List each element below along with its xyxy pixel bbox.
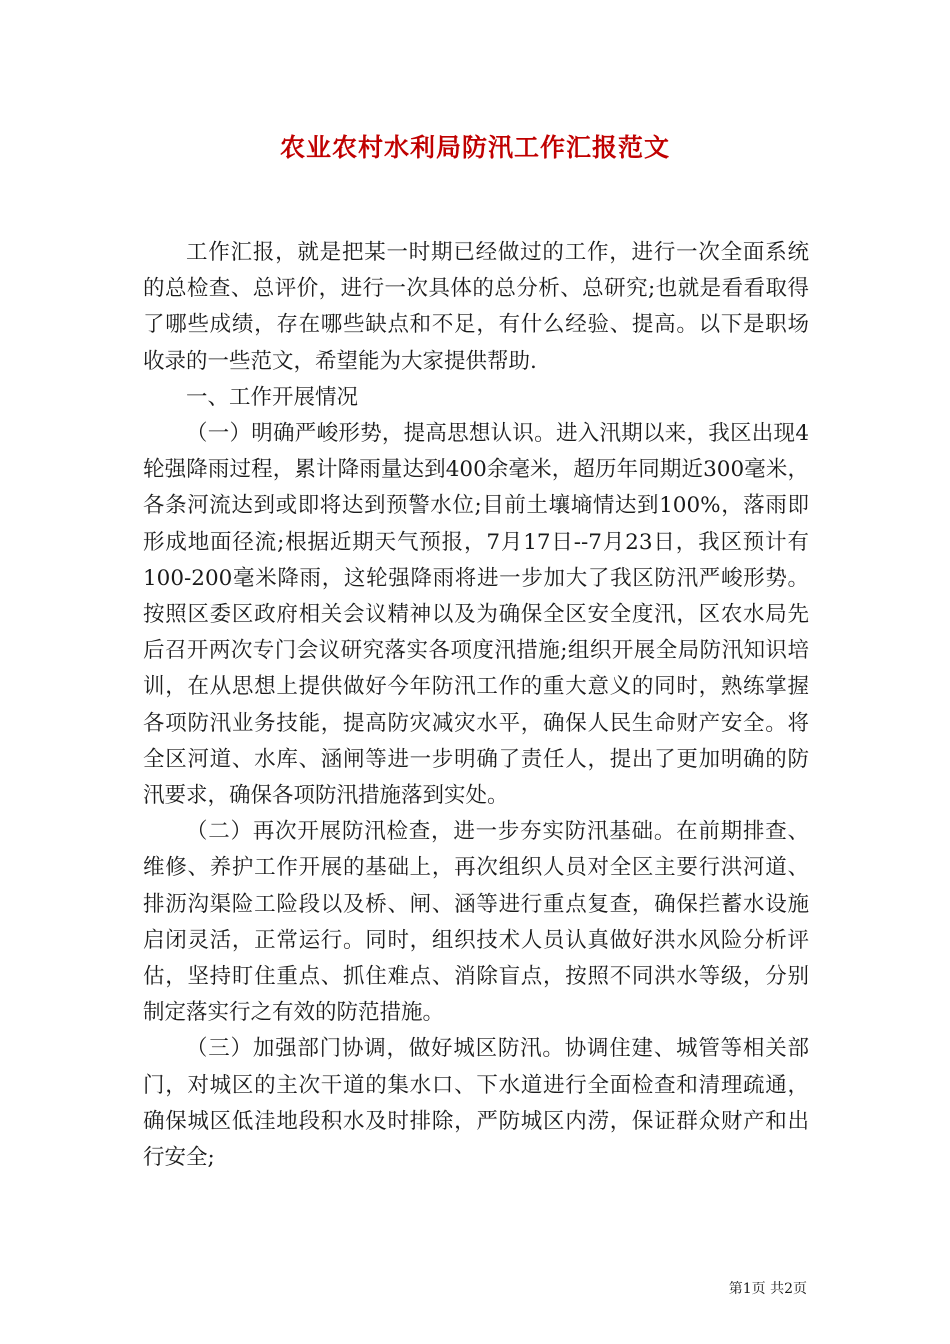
paragraph-item-1: （一）明确严峻形势，提高思想认识。进入汛期以来，我区出现4轮强降雨过程，累计降雨量达到400余毫米，超历年同期近300毫米，各条河流达到或即将达到预警水位;目前土壤墒情达到100%，落雨即形成地面径流;根据近期天气预报，7月17日--7月23日，我区预计有100-200毫米降雨，这轮强降雨将进一步加大了我区防汛严峻形势。按照区委区政府相关会议精神以及为确保全区安全度汛，区农水局先后召开两次专门会议研究落实各项度汛措施;组织开展全局防汛知识培训，在从思想上提供做好今年防汛工作的重大意义的同时，熟练掌握各项防汛业务技能，提高防灾减灾水平，确保人民生命财产安全。将全区河道、水库、涵闸等进一步明确了责任人，提出了更加明确的防汛要求，确保各项防汛措施落到实处。 [143, 421, 809, 809]
page-number-footer: 第1页 共2页 [728, 1281, 807, 1297]
paragraph-section-heading: 一、工作开展情况 [186, 384, 359, 410]
paragraph-intro: 工作汇报，就是把某一时期已经做过的工作，进行一次全面系统的总检查、总评价，进行一次具体的总分析、总研究;也就是看看取得了哪些成绩，存在哪些缺点和不足，有什么经验、提高。以下是职场收录的一些范文，希望能为大家提供帮助. [143, 240, 809, 374]
paragraph-item-3: （三）加强部门协调，做好城区防汛。协调住建、城管等相关部门，对城区的主次干道的集水口、下水道进行全面检查和清理疏通，确保城区低洼地段积水及时排除，严防城区内涝，保证群众财产和出行安全; [143, 1036, 809, 1171]
paragraph-item-2: （二）再次开展防汛检查，进一步夯实防汛基础。在前期排查、维修、养护工作开展的基础上，再次组织人员对全区主要行洪河道、排沥沟渠险工险段以及桥、闸、涵等进行重点复查，确保拦蓄水设施启闭灵活，正常运行。同时，组织技术人员认真做好洪水风险分析评估，坚持盯住重点、抓住难点、消除盲点，按照不同洪水等级，分别制定落实行之有效的防范措施。 [143, 819, 809, 1026]
document-title: 农业农村水利局防汛工作汇报范文 [279, 133, 670, 162]
document-body [143, 235, 809, 1176]
